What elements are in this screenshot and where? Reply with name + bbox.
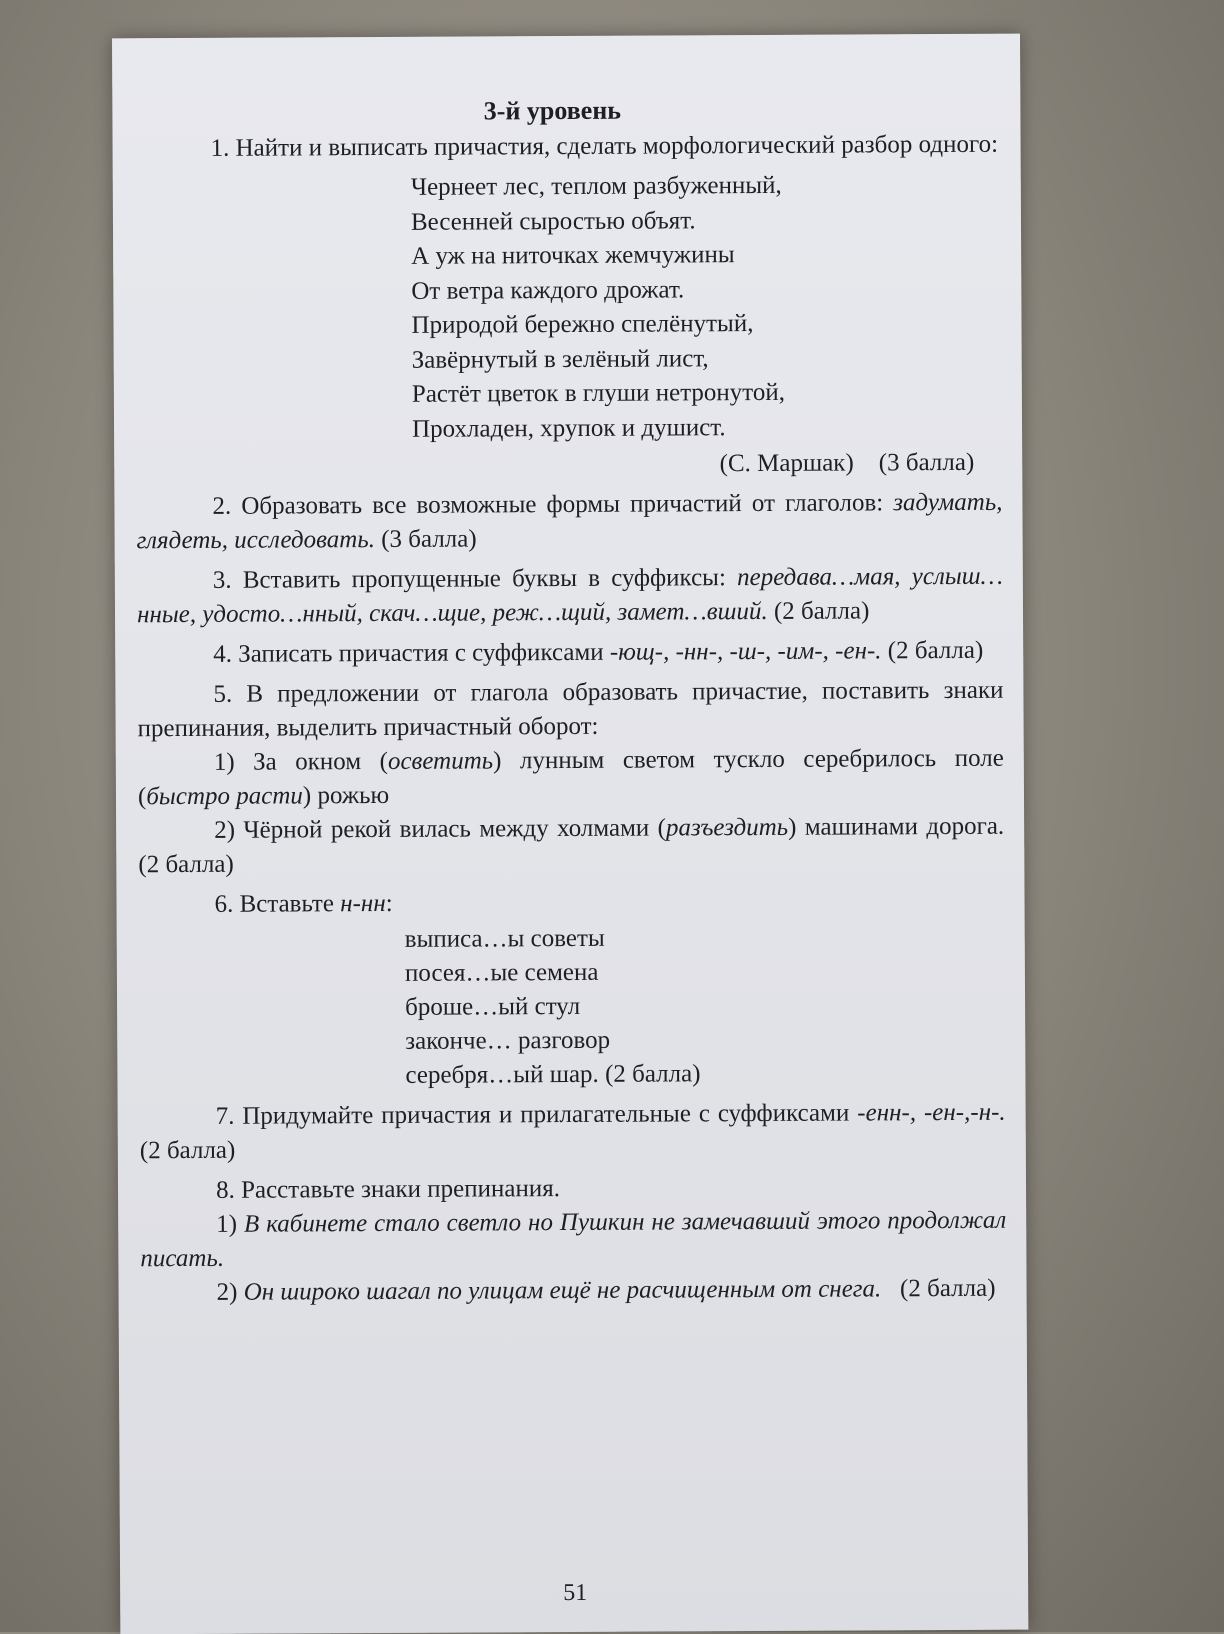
word-item: выписа…ы советы <box>404 924 605 953</box>
poem-signature <box>136 446 1002 485</box>
task-8-text: 8. Расставьте знаки препинания. <box>215 1175 560 1204</box>
task-6-marker: н-нн <box>340 889 386 918</box>
word-item: броше…ый стул <box>405 992 581 1021</box>
poem-line: Чернеет лес, теплом разбуженный, <box>410 171 782 201</box>
verb-hint: разъездить <box>665 813 789 842</box>
sentence-text: ) машинами дорога. <box>788 812 1005 841</box>
task-4-suffixes: -ющ-, -нн-, -ш-, -им-, -ен-. <box>609 637 882 666</box>
page-title: 3-й уровень <box>483 95 622 126</box>
poem-line: От ветра каждого дрожат. <box>411 275 685 305</box>
task-7 <box>140 1096 1006 1169</box>
word-item: посея…ые семена <box>404 958 599 987</box>
task-8 <box>140 1170 1006 1209</box>
page-content <box>134 92 1007 1607</box>
poem-line: Природой бережно спелёнутый, <box>411 310 754 339</box>
poem-line: А уж на ниточках жемчужины <box>411 241 735 270</box>
poem-line: Весенней сыростью объят. <box>410 206 696 236</box>
poem-line: Растёт цветок в глуши нетронутой, <box>411 378 786 408</box>
sentence-number: 2) <box>216 1278 238 1306</box>
task-3-points: (2 балла) <box>773 597 870 625</box>
task-1-poem <box>411 168 1002 447</box>
task-6-points: (2 балла) <box>604 1060 701 1088</box>
poem-author-points: (С. Маршак) (3 балла) <box>719 448 975 478</box>
task-8-sentence-1 <box>140 1204 1006 1277</box>
task-6 <box>138 884 1004 923</box>
verb-hint: осветить <box>387 747 494 775</box>
task-8-points: (2 балла) <box>899 1274 996 1303</box>
sentence-text: ) рожью <box>302 781 390 810</box>
poem-line: Прохладен, хрупок и душист. <box>411 413 726 443</box>
sentence-number: 1) <box>216 1210 238 1238</box>
task-2-words: задумать, глядеть, исследовать. <box>136 488 1003 555</box>
task-3-text: 3. Вставить пропущенные буквы в суффиксы: <box>212 564 726 594</box>
task-6-text: 6. Вставьте <box>214 890 334 918</box>
task-5 <box>137 674 1003 747</box>
task-1 <box>134 128 1000 167</box>
task-7-points: (2 балла) <box>139 1136 236 1165</box>
task-5-points: (2 балла) <box>138 850 234 879</box>
word-text: серебря…ый шар. <box>405 1060 599 1089</box>
task-2-points: (3 балла) <box>381 525 477 553</box>
task-3 <box>137 560 1003 633</box>
worksheet-page <box>112 34 1028 1634</box>
sentence-text: ) лунным светом тускло серебрилось поле ( <box>137 744 1004 811</box>
task-6-words <box>405 920 1006 1093</box>
task-8-sentence-2 <box>140 1272 1006 1311</box>
task-4 <box>137 634 1003 673</box>
task-5-sentence-2 <box>138 810 1004 883</box>
sentence-text: 1) За окном ( <box>213 747 388 776</box>
task-5-text: 5. В предложении от глагола образовать причастие, поставить знаки препинания, выделить причастный оборот: <box>137 676 1004 743</box>
page-number: 51 <box>563 1579 588 1607</box>
word-item <box>405 1056 1005 1093</box>
task-4-text: 4. Записать причастия с суффиксами <box>213 638 604 668</box>
task-6-colon: : <box>385 889 393 917</box>
verb-hint: быстро расти <box>146 782 303 811</box>
poem-line: Завёрнутый в зелёный лист, <box>411 344 709 374</box>
task-3-words: передава…мая, услыш…нные, удосто…нный, скач…щие, реж…щий, замет…вший. <box>136 562 1003 629</box>
task-4-points: (2 балла) <box>887 636 984 665</box>
task-2 <box>136 486 1002 559</box>
task-5-sentence-1 <box>138 742 1004 815</box>
task-1-text: 1. Найти и выписать причастия, сделать морфологический разбор одного: <box>210 130 999 162</box>
task-7-text: 7. Придумайте причастия и прилагательные с суффиксами <box>215 1099 850 1130</box>
sentence-text: В кабинете стало светло но Пушкин не замечавший этого продолжал писать. <box>140 1206 1007 1273</box>
sentence-text: 2) Чёрной рекой вилась между холмами ( <box>214 814 667 844</box>
word-item: законче… разговор <box>405 1026 611 1055</box>
task-7-suffixes: -енн-, -ен-,-н-. <box>857 1098 1006 1127</box>
sentence-text: Он широко шагал по улицам ещё не расчищенным от снега. <box>243 1275 882 1306</box>
task-2-text: 2. Образовать все возможные формы причастий от глаголов: <box>212 489 884 520</box>
